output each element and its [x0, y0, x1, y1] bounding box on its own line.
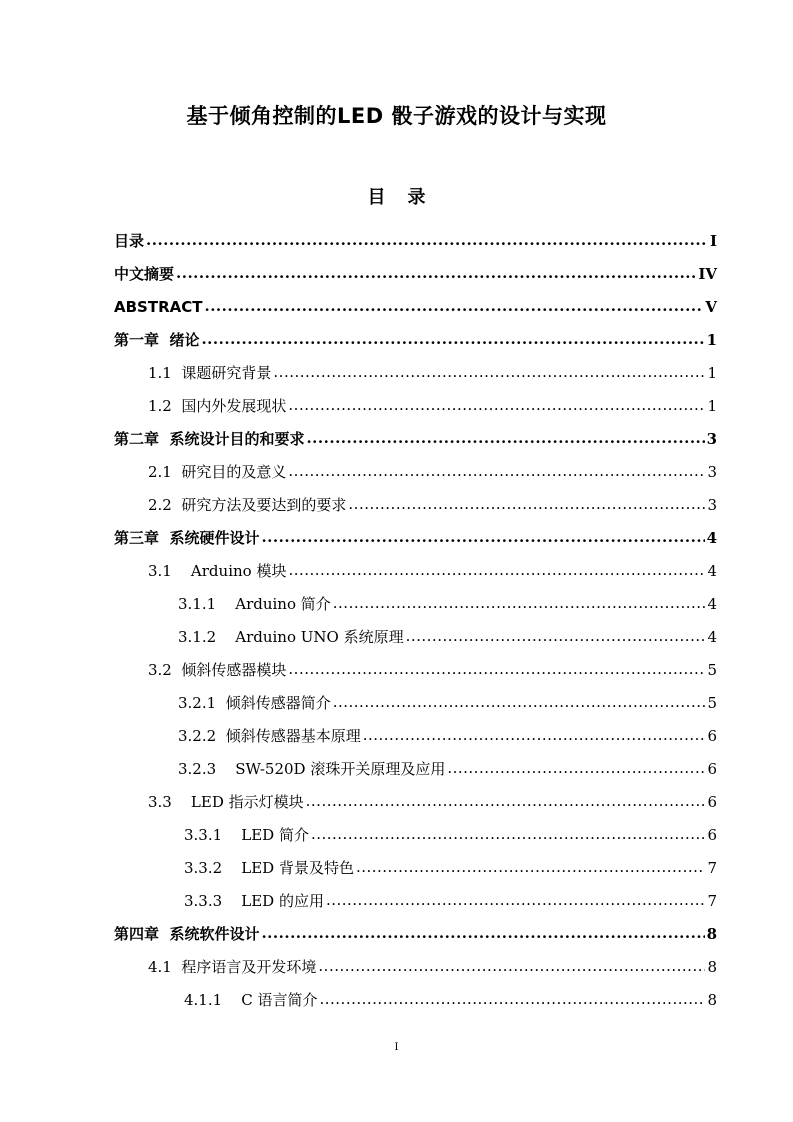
toc-entry[interactable]	[178, 719, 717, 752]
toc-heading	[0, 184, 793, 212]
toc-entry-label: 2.1 研究目的及意义	[148, 463, 287, 481]
toc-entry-page: 6	[707, 759, 717, 778]
toc-dot-leader	[363, 719, 706, 752]
toc-heading-right: 录	[407, 187, 426, 208]
toc-entry-page: 8	[706, 924, 717, 943]
toc-entry-label: 2.2 研究方法及要达到的要求	[148, 496, 347, 514]
toc-entry-page: V	[705, 297, 717, 316]
toc-entry-page: 6	[707, 726, 717, 745]
toc-entry-page: 4	[707, 561, 717, 580]
toc-dot-leader	[333, 686, 706, 719]
toc-entry-label: 3.2.3 SW-520D 滚珠开关原理及应用	[178, 760, 446, 778]
toc-entry[interactable]	[178, 752, 717, 785]
toc-heading-left: 目	[367, 187, 386, 208]
toc-dot-leader	[356, 851, 706, 884]
toc-entry-label: 中文摘要	[114, 265, 175, 283]
toc-entry-page: 5	[707, 693, 717, 712]
toc-entry[interactable]	[148, 554, 717, 587]
toc-entry[interactable]	[148, 785, 717, 818]
toc-entry-page: 6	[707, 825, 717, 844]
toc-dot-leader	[326, 884, 706, 917]
toc-entry[interactable]	[114, 290, 717, 323]
toc-entry[interactable]	[148, 455, 717, 488]
toc-entry-page: 4	[707, 594, 717, 613]
toc-dot-leader	[319, 983, 705, 1016]
toc-dot-leader	[201, 323, 704, 356]
toc-entry[interactable]	[184, 983, 717, 1016]
toc-entry[interactable]	[184, 851, 717, 884]
toc-entry-label: 3.1 Arduino 模块	[148, 562, 287, 580]
toc-entry[interactable]	[114, 323, 717, 356]
toc-entry-label: 3.1.2 Arduino UNO 系统原理	[178, 628, 404, 646]
toc-entry-page: 4	[706, 528, 717, 547]
toc-entry-page: 1	[707, 396, 717, 415]
toc-entry-label: 第四章 系统软件设计	[114, 925, 260, 943]
toc-dot-leader	[261, 521, 704, 554]
toc-entry-page: 6	[707, 792, 717, 811]
toc-entry-label: 3.1.1 Arduino 简介	[178, 595, 331, 613]
document-title: 基于倾角控制的LED 骰子游戏的设计与实现	[186, 104, 607, 128]
toc-dot-leader	[288, 455, 705, 488]
toc-entry-page: 5	[707, 660, 717, 679]
toc-dot-leader	[447, 752, 705, 785]
toc-entry-page: I	[709, 231, 717, 250]
toc-dot-leader	[176, 257, 696, 290]
toc-entry[interactable]	[114, 917, 717, 950]
toc-entry-page: 3	[707, 462, 717, 481]
toc-entry-label: 第三章 系统硬件设计	[114, 529, 260, 547]
toc-entry-label: 第一章 绪论	[114, 331, 200, 349]
toc-entry-page: 8	[707, 957, 717, 976]
toc-entry-label: 3.2.2 倾斜传感器基本原理	[178, 727, 361, 745]
toc-entry-label: 1.2 国内外发展现状	[148, 397, 287, 415]
toc-entry[interactable]	[114, 224, 717, 257]
toc-entry-page: IV	[698, 264, 717, 283]
toc-entry-page: 3	[707, 495, 717, 514]
toc-dot-leader	[318, 950, 705, 983]
toc-entry-page: 7	[707, 858, 717, 877]
toc-entry-page: 1	[706, 330, 717, 349]
toc-entry[interactable]	[178, 620, 717, 653]
toc-dot-leader	[288, 653, 705, 686]
toc-entry-page: 4	[707, 627, 717, 646]
toc-dot-leader	[288, 389, 705, 422]
toc-entry-page: 3	[706, 429, 717, 448]
toc-entry[interactable]	[178, 686, 717, 719]
toc-entry[interactable]	[114, 521, 717, 554]
toc-entry-label: 目录	[114, 232, 145, 250]
toc-entry-label: 3.3 LED 指示灯模块	[148, 793, 304, 811]
toc-entry-label: 3.3.3 LED 的应用	[184, 892, 324, 910]
toc-entry[interactable]	[114, 257, 717, 290]
toc-entry[interactable]	[184, 884, 717, 917]
toc-entry-page: 7	[707, 891, 717, 910]
page-number-footer: I	[394, 1042, 399, 1053]
toc-entry[interactable]	[184, 818, 717, 851]
toc-entry-label: 1.1 课题研究背景	[148, 364, 272, 382]
toc-entry[interactable]	[178, 587, 717, 620]
toc-entry[interactable]	[148, 488, 717, 521]
toc-entry-label: 第二章 系统设计目的和要求	[114, 430, 305, 448]
toc-entry-label: 4.1 程序语言及开发环境	[148, 958, 317, 976]
toc-entry[interactable]	[148, 389, 717, 422]
toc-dot-leader	[311, 818, 706, 851]
toc-dot-leader	[288, 554, 705, 587]
toc-entry-page: 1	[707, 363, 717, 382]
toc-dot-leader	[306, 422, 704, 455]
toc-entry[interactable]	[148, 356, 717, 389]
toc-dot-leader	[406, 620, 706, 653]
toc-entry-label: 4.1.1 C 语言简介	[184, 991, 318, 1009]
toc-dot-leader	[273, 356, 705, 389]
toc-entry-page: 8	[707, 990, 717, 1009]
toc-entry[interactable]	[114, 422, 717, 455]
toc-entry-label: 3.2.1 倾斜传感器简介	[178, 694, 331, 712]
toc-entry[interactable]	[148, 653, 717, 686]
toc-entry-label: 3.3.1 LED 简介	[184, 826, 309, 844]
toc-dot-leader	[261, 917, 704, 950]
toc-entry[interactable]	[148, 950, 717, 983]
toc-dot-leader	[348, 488, 705, 521]
toc-dot-leader	[306, 785, 706, 818]
toc-dot-leader	[333, 587, 706, 620]
toc-entry-label: ABSTRACT	[114, 297, 203, 316]
toc-entry-label: 3.3.2 LED 背景及特色	[184, 859, 354, 877]
toc-dot-leader	[204, 290, 703, 323]
toc-entry-label: 3.2 倾斜传感器模块	[148, 661, 287, 679]
toc-dot-leader	[146, 224, 708, 257]
